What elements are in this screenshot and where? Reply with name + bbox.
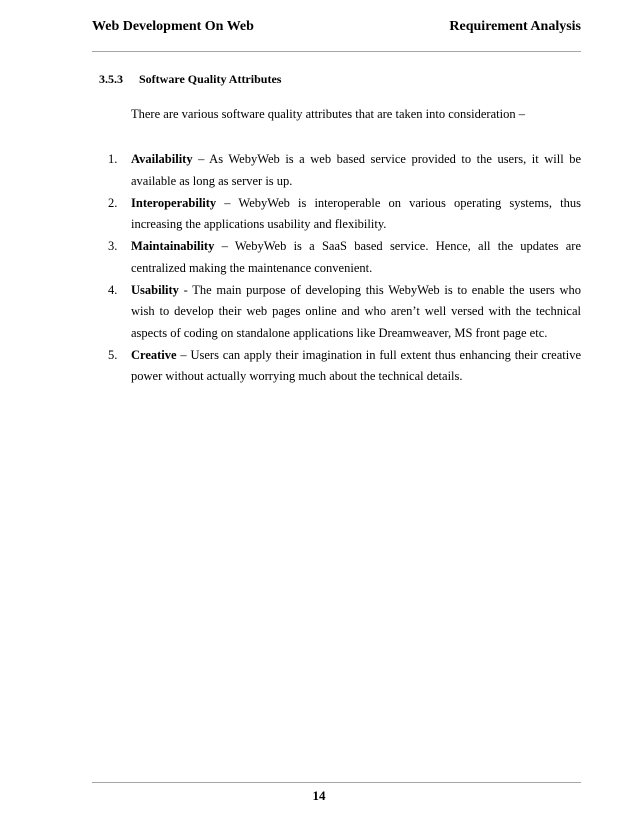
page-number: 14 (312, 788, 326, 803)
list-item (108, 280, 581, 345)
attribute-description: – Users can apply their imagination in full extent thus enhancing their creative power without actually worrying much about the technical details. (131, 347, 581, 383)
intro-paragraph: There are various software quality attributes that are taken into consideration – (131, 107, 525, 121)
list-marker: 2. (108, 195, 118, 210)
attribute-term: Availability (131, 152, 193, 166)
list-item (108, 149, 581, 192)
quality-attributes-list (108, 149, 581, 388)
header-document-title: Web Development On Web (92, 19, 254, 34)
attribute-term: Maintainability (131, 239, 215, 253)
footer-divider (92, 782, 581, 783)
list-marker: 5. (108, 347, 118, 362)
section-number: 3.5.3 (99, 72, 123, 86)
list-marker: 3. (108, 239, 118, 253)
list-item (108, 345, 581, 388)
header-divider (92, 51, 581, 52)
attribute-term: Usability (131, 282, 179, 297)
page-header (92, 19, 581, 41)
section-title: Software Quality Attributes (139, 72, 282, 86)
attribute-description: – As WebyWeb is a web based service provided to the users, it will be available as long as server is up. (131, 152, 581, 188)
list-item (108, 193, 581, 236)
list-item (108, 236, 581, 279)
attribute-description: – WebyWeb is interoperable on various operating systems, thus increasing the applications usability and flexibility. (131, 195, 581, 231)
header-chapter-title: Requirement Analysis (449, 19, 581, 34)
attribute-description: – WebyWeb is a SaaS based service. Hence, all the updates are centralized making the maintenance convenient. (131, 239, 581, 275)
attribute-description: - The main purpose of developing this WebyWeb is to enable the users who wish to develop their web pages online and who aren’t well versed with the technical aspects of coding on standalone applications like Dreamweaver, MS front page etc. (131, 282, 581, 340)
section-heading (99, 72, 281, 87)
list-marker: 4. (108, 282, 118, 297)
list-marker: 1. (108, 152, 118, 166)
attribute-term: Creative (131, 347, 177, 362)
attribute-term: Interoperability (131, 195, 217, 210)
